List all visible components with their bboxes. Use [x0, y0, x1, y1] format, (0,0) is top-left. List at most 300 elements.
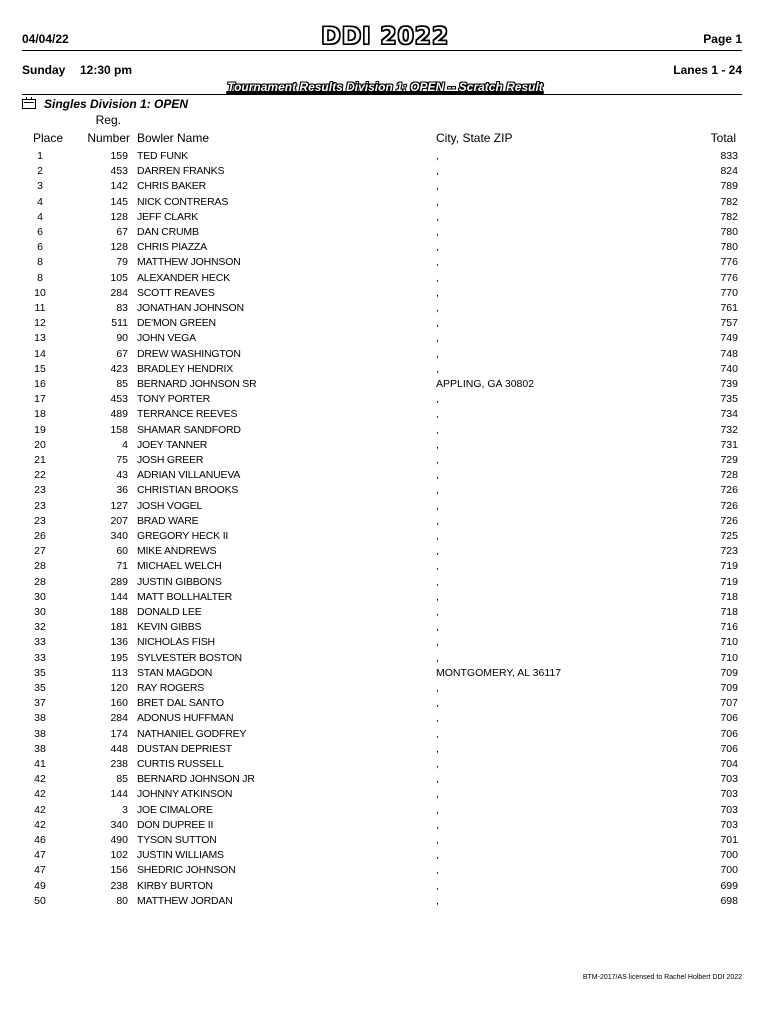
- cell-bowler-name: JEFF CLARK: [137, 210, 199, 223]
- table-row: [0, 863, 770, 878]
- cell-total: 734: [720, 408, 738, 421]
- division-title: Singles Division 1: OPEN: [44, 97, 189, 111]
- cell-bowler-name: MICHAEL WELCH: [137, 560, 222, 573]
- cell-city: ,: [436, 165, 439, 178]
- cell-place: 18: [34, 408, 46, 421]
- cell-total: 709: [720, 666, 738, 679]
- cell-bowler-name: CHRIS BAKER: [137, 180, 206, 193]
- table-row: [0, 423, 770, 438]
- cell-total: 706: [720, 742, 738, 755]
- cell-total: 701: [720, 834, 738, 846]
- table-row: [0, 833, 770, 848]
- cell-bowler-name: BRAD WARE: [137, 514, 199, 527]
- cell-city: ,: [436, 682, 439, 694]
- cell-bowler-name: DONALD LEE: [137, 606, 202, 618]
- cell-bowler-name: SYLVESTER BOSTON: [137, 651, 242, 664]
- report-subtitle: Tournament Results Division 1: OPEN -- Scratch Result: [227, 80, 543, 94]
- cell-bowler-name: JOSH VOGEL: [137, 499, 203, 512]
- cell-place: 47: [34, 849, 46, 862]
- cell-total: 710: [720, 636, 738, 649]
- table-row: [0, 377, 770, 392]
- cell-city: ,: [436, 590, 439, 603]
- cell-number: 158: [110, 423, 128, 436]
- cell-bowler-name: CHRIS PIAZZA: [137, 241, 207, 254]
- table-row: [0, 179, 770, 194]
- cell-total: 776: [720, 256, 738, 269]
- cell-city: ,: [436, 241, 439, 254]
- cell-number: 423: [110, 362, 128, 375]
- cell-bowler-name: JUSTIN GIBBONS: [137, 575, 222, 588]
- header-rule: [22, 50, 742, 51]
- cell-number: 195: [110, 651, 128, 664]
- cell-city: ,: [436, 271, 439, 284]
- report-title: DDI 2022: [321, 22, 449, 50]
- table-row: [0, 301, 770, 316]
- cell-place: 28: [34, 560, 46, 573]
- cell-number: 284: [110, 286, 128, 299]
- cell-place: 49: [34, 879, 46, 892]
- cell-place: 33: [34, 636, 46, 649]
- cell-place: 16: [34, 378, 46, 390]
- cell-city: ,: [436, 621, 439, 634]
- cell-number: 80: [116, 894, 128, 907]
- cell-city: ,: [436, 651, 439, 664]
- cell-bowler-name: TERRANCE REEVES: [137, 408, 238, 421]
- cell-place: 26: [34, 530, 46, 542]
- cell-number: 489: [110, 408, 128, 421]
- cell-bowler-name: MIKE ANDREWS: [137, 545, 217, 558]
- cell-city: ,: [436, 393, 439, 406]
- cell-number: 181: [110, 621, 128, 634]
- cell-place: 27: [34, 545, 46, 558]
- cell-place: 17: [34, 393, 46, 406]
- cell-city: ,: [436, 894, 439, 907]
- cell-total: 739: [720, 378, 738, 390]
- table-row: [0, 316, 770, 331]
- cell-city: APPLING, GA 30802: [436, 378, 535, 390]
- col-reg-label: Reg.: [95, 113, 121, 127]
- cell-bowler-name: ADRIAN VILLANUEVA: [137, 469, 241, 482]
- cell-bowler-name: SCOTT REAVES: [137, 286, 215, 299]
- cell-place: 8: [37, 256, 43, 269]
- cell-number: 3: [122, 803, 128, 816]
- table-row: [0, 347, 770, 362]
- cell-number: 453: [110, 393, 128, 406]
- cell-bowler-name: MATTHEW JOHNSON: [137, 256, 241, 269]
- cell-total: 726: [720, 514, 738, 527]
- cell-city: ,: [436, 256, 439, 269]
- cell-city: ,: [436, 575, 439, 588]
- cell-place: 2: [37, 165, 43, 178]
- table-row: [0, 879, 770, 894]
- cell-city: ,: [436, 879, 439, 892]
- cell-bowler-name: KIRBY BURTON: [137, 879, 213, 892]
- table-row: [0, 483, 770, 498]
- cell-total: 748: [720, 347, 738, 360]
- cell-total: 728: [720, 469, 738, 482]
- cell-number: 128: [110, 210, 128, 223]
- cell-total: 723: [720, 545, 738, 558]
- cell-bowler-name: MATT BOLLHALTER: [137, 590, 233, 603]
- cell-city: ,: [436, 697, 439, 710]
- cell-bowler-name: RAY ROGERS: [137, 682, 205, 694]
- cell-number: 105: [110, 271, 128, 284]
- cell-place: 19: [34, 423, 46, 436]
- cell-bowler-name: STAN MAGDON: [137, 666, 213, 679]
- cell-number: 71: [116, 560, 128, 573]
- cell-total: 749: [720, 332, 738, 345]
- cell-number: 453: [110, 165, 128, 178]
- cell-city: ,: [436, 788, 439, 801]
- cell-total: 729: [720, 454, 738, 466]
- cell-place: 4: [37, 210, 43, 223]
- cell-bowler-name: DUSTAN DEPRIEST: [137, 742, 232, 755]
- cell-number: 4: [122, 438, 128, 451]
- cell-city: ,: [436, 530, 439, 542]
- cell-total: 757: [720, 317, 738, 330]
- cell-place: 12: [34, 317, 46, 330]
- cell-number: 60: [116, 545, 128, 558]
- license-footer: BTM-2017/AS licensed to Rachel Holbert DDI 2022: [582, 974, 742, 981]
- cell-number: 79: [116, 256, 128, 269]
- cell-bowler-name: ADONUS HUFFMAN: [137, 712, 234, 725]
- cell-total: 700: [720, 849, 738, 862]
- table-row: [0, 392, 770, 407]
- cell-number: 174: [110, 727, 128, 740]
- cell-number: 127: [110, 499, 128, 512]
- cell-city: ,: [436, 180, 439, 193]
- cell-total: 740: [720, 362, 738, 375]
- cell-city: ,: [436, 286, 439, 299]
- table-row: [0, 787, 770, 802]
- cell-number: 144: [110, 788, 128, 801]
- cell-total: 704: [720, 758, 738, 770]
- table-row: [0, 210, 770, 225]
- table-row: [0, 575, 770, 590]
- cell-total: 761: [720, 302, 738, 314]
- table-row: [0, 666, 770, 681]
- cell-bowler-name: CHRISTIAN BROOKS: [137, 484, 239, 497]
- cell-bowler-name: DAN CRUMB: [137, 226, 199, 238]
- cell-place: 32: [34, 621, 46, 634]
- cell-place: 38: [34, 712, 46, 725]
- cell-bowler-name: NICHOLAS FISH: [137, 636, 215, 649]
- cell-place: 3: [37, 180, 43, 193]
- cell-bowler-name: KEVIN GIBBS: [137, 621, 202, 634]
- cell-city: ,: [436, 499, 439, 512]
- cell-total: 718: [720, 606, 738, 618]
- cell-total: 716: [720, 621, 738, 634]
- table-row: [0, 742, 770, 757]
- cell-number: 67: [116, 226, 128, 238]
- table-row: [0, 225, 770, 240]
- table-row: [0, 818, 770, 833]
- col-bowler-name: Bowler Name: [137, 131, 210, 145]
- cell-number: 144: [110, 590, 128, 603]
- cell-bowler-name: DREW WASHINGTON: [137, 347, 241, 360]
- cell-number: 289: [110, 575, 128, 588]
- cell-total: 718: [720, 590, 738, 603]
- cell-place: 22: [34, 469, 46, 482]
- cell-total: 731: [720, 438, 738, 451]
- table-row: [0, 438, 770, 453]
- cell-number: 284: [110, 712, 128, 725]
- table-row: [0, 635, 770, 650]
- cell-place: 28: [34, 575, 46, 588]
- cell-total: 782: [720, 195, 738, 208]
- cell-bowler-name: TED FUNK: [137, 150, 188, 162]
- cell-number: 90: [116, 332, 128, 345]
- lanes-range: Lanes 1 - 24: [673, 63, 742, 77]
- cell-city: ,: [436, 423, 439, 436]
- cell-number: 159: [110, 150, 128, 162]
- cell-total: 710: [720, 651, 738, 664]
- table-row: [0, 772, 770, 787]
- table-row: [0, 559, 770, 574]
- cell-place: 33: [34, 651, 46, 664]
- table-row: [0, 651, 770, 666]
- cell-place: 1: [37, 150, 43, 162]
- cell-number: 83: [116, 302, 128, 314]
- cell-total: 780: [720, 226, 738, 238]
- cell-city: ,: [436, 484, 439, 497]
- cell-city: ,: [436, 438, 439, 451]
- cell-city: ,: [436, 864, 439, 877]
- cell-place: 23: [34, 484, 46, 497]
- table-row: [0, 894, 770, 909]
- col-number: Number: [87, 131, 130, 145]
- cell-bowler-name: CURTIS RUSSELL: [137, 758, 224, 770]
- table-row: [0, 727, 770, 742]
- table-row: [0, 331, 770, 346]
- cell-number: 85: [116, 378, 128, 390]
- cell-city: MONTGOMERY, AL 36117: [436, 666, 562, 679]
- cell-number: 36: [116, 484, 128, 497]
- cell-total: 824: [720, 165, 738, 178]
- cell-number: 238: [110, 758, 128, 770]
- cell-total: 706: [720, 712, 738, 725]
- cell-city: ,: [436, 727, 439, 740]
- cell-city: ,: [436, 773, 439, 786]
- cell-bowler-name: DE'MON GREEN: [137, 317, 216, 330]
- cell-bowler-name: MATTHEW JORDAN: [137, 894, 233, 907]
- cell-total: 833: [720, 150, 738, 162]
- cell-place: 37: [34, 697, 46, 710]
- table-row: [0, 240, 770, 255]
- cell-place: 41: [34, 758, 46, 770]
- cell-place: 13: [34, 332, 46, 345]
- cell-city: ,: [436, 469, 439, 482]
- cell-place: 50: [34, 894, 46, 907]
- cell-city: ,: [436, 347, 439, 360]
- cell-bowler-name: BERNARD JOHNSON SR: [137, 378, 257, 390]
- cell-number: 145: [110, 195, 128, 208]
- cell-total: 725: [720, 530, 738, 542]
- table-row: [0, 499, 770, 514]
- cell-city: ,: [436, 150, 439, 162]
- cell-city: ,: [436, 362, 439, 375]
- table-row: [0, 514, 770, 529]
- cell-place: 6: [37, 226, 43, 238]
- cell-total: 776: [720, 271, 738, 284]
- table-row: [0, 711, 770, 726]
- cell-place: 4: [37, 195, 43, 208]
- cell-city: ,: [436, 834, 439, 846]
- cell-place: 42: [34, 788, 46, 801]
- table-row: [0, 529, 770, 544]
- cell-total: 700: [720, 864, 738, 877]
- cell-city: ,: [436, 803, 439, 816]
- table-row: [0, 362, 770, 377]
- cell-bowler-name: JONATHAN JOHNSON: [137, 302, 244, 314]
- cell-bowler-name: BRET DAL SANTO: [137, 697, 224, 710]
- cell-bowler-name: GREGORY HECK II: [137, 530, 229, 542]
- cell-total: 699: [720, 879, 738, 892]
- table-row: [0, 164, 770, 179]
- cell-bowler-name: JUSTIN WILLIAMS: [137, 849, 224, 862]
- cell-city: ,: [436, 818, 439, 831]
- cell-number: 136: [110, 636, 128, 649]
- cell-bowler-name: TONY PORTER: [137, 393, 211, 406]
- cell-bowler-name: ALEXANDER HECK: [137, 271, 230, 284]
- cell-total: 707: [720, 697, 738, 710]
- cell-bowler-name: SHEDRIC JOHNSON: [137, 864, 236, 877]
- cell-number: 85: [116, 773, 128, 786]
- cell-place: 21: [34, 454, 46, 466]
- cell-total: 726: [720, 484, 738, 497]
- cell-total: 703: [720, 818, 738, 831]
- cell-total: 726: [720, 499, 738, 512]
- cell-place: 30: [34, 590, 46, 603]
- cell-bowler-name: NICK CONTRERAS: [137, 195, 229, 208]
- cell-city: ,: [436, 226, 439, 238]
- table-row: [0, 696, 770, 711]
- cell-number: 128: [110, 241, 128, 254]
- cell-total: 732: [720, 423, 738, 436]
- cell-place: 23: [34, 499, 46, 512]
- cell-city: ,: [436, 849, 439, 862]
- report-date: 04/04/22: [22, 32, 69, 46]
- cell-place: 15: [34, 362, 46, 375]
- cell-number: 340: [110, 530, 128, 542]
- cell-place: 35: [34, 666, 46, 679]
- cell-bowler-name: DON DUPREE II: [137, 818, 214, 831]
- cell-city: ,: [436, 545, 439, 558]
- table-row: [0, 271, 770, 286]
- cell-place: 14: [34, 347, 46, 360]
- table-row: [0, 757, 770, 772]
- cell-place: 8: [37, 271, 43, 284]
- table-row: [0, 681, 770, 696]
- cell-bowler-name: BRADLEY HENDRIX: [137, 362, 234, 375]
- cell-place: 10: [34, 286, 46, 299]
- table-row: [0, 605, 770, 620]
- table-row: [0, 286, 770, 301]
- cell-number: 67: [116, 347, 128, 360]
- cell-bowler-name: BERNARD JOHNSON JR: [137, 773, 255, 786]
- subtitle-rule: [22, 94, 742, 95]
- cell-bowler-name: NATHANIEL GODFREY: [137, 727, 247, 740]
- cell-city: ,: [436, 317, 439, 330]
- calendar-icon: [22, 99, 36, 109]
- cell-number: 160: [110, 697, 128, 710]
- cell-city: ,: [436, 195, 439, 208]
- cell-place: 11: [34, 302, 46, 314]
- cell-total: 780: [720, 241, 738, 254]
- cell-number: 156: [110, 864, 128, 877]
- cell-number: 120: [110, 682, 128, 694]
- table-row: [0, 803, 770, 818]
- cell-place: 38: [34, 742, 46, 755]
- cell-number: 490: [110, 834, 128, 846]
- cell-bowler-name: DARREN FRANKS: [137, 165, 225, 178]
- cell-total: 770: [720, 286, 738, 299]
- cell-bowler-name: JOHN VEGA: [137, 332, 196, 345]
- cell-place: 35: [34, 682, 46, 694]
- cell-city: ,: [436, 636, 439, 649]
- cell-bowler-name: JOE CIMALORE: [137, 803, 213, 816]
- cell-place: 42: [34, 803, 46, 816]
- cell-place: 47: [34, 864, 46, 877]
- cell-city: ,: [436, 302, 439, 314]
- cell-total: 703: [720, 788, 738, 801]
- cell-city: ,: [436, 560, 439, 573]
- table-row: [0, 149, 770, 164]
- col-total: Total: [710, 131, 736, 145]
- cell-place: 20: [34, 438, 46, 451]
- table-row: [0, 848, 770, 863]
- cell-city: ,: [436, 210, 439, 223]
- cell-total: 703: [720, 803, 738, 816]
- cell-bowler-name: JOHNNY ATKINSON: [137, 788, 233, 801]
- cell-number: 207: [110, 514, 128, 527]
- cell-number: 75: [116, 454, 128, 466]
- cell-place: 42: [34, 773, 46, 786]
- cell-place: 23: [34, 514, 46, 527]
- cell-total: 735: [720, 393, 738, 406]
- cell-number: 142: [110, 180, 128, 193]
- table-row: [0, 468, 770, 483]
- cell-city: ,: [436, 742, 439, 755]
- cell-place: 30: [34, 606, 46, 618]
- cell-total: 789: [720, 180, 738, 193]
- cell-place: 46: [34, 834, 46, 846]
- cell-city: ,: [436, 408, 439, 421]
- cell-number: 238: [110, 879, 128, 892]
- cell-bowler-name: TYSON SUTTON: [137, 834, 217, 846]
- cell-city: ,: [436, 712, 439, 725]
- cell-city: ,: [436, 332, 439, 345]
- cell-city: ,: [436, 606, 439, 618]
- cell-total: 698: [720, 894, 738, 907]
- cell-total: 719: [720, 560, 738, 573]
- page-number: Page 1: [703, 32, 742, 46]
- cell-number: 340: [110, 818, 128, 831]
- cell-place: 38: [34, 727, 46, 740]
- cell-total: 782: [720, 210, 738, 223]
- cell-number: 511: [111, 317, 128, 330]
- cell-number: 188: [110, 606, 128, 618]
- cell-number: 43: [116, 469, 128, 482]
- table-row: [0, 544, 770, 559]
- division-heading: [22, 97, 188, 111]
- cell-number: 448: [110, 742, 128, 755]
- table-row: [0, 255, 770, 270]
- table-row: [0, 195, 770, 210]
- cell-city: ,: [436, 514, 439, 527]
- cell-total: 706: [720, 727, 738, 740]
- cell-total: 719: [720, 575, 738, 588]
